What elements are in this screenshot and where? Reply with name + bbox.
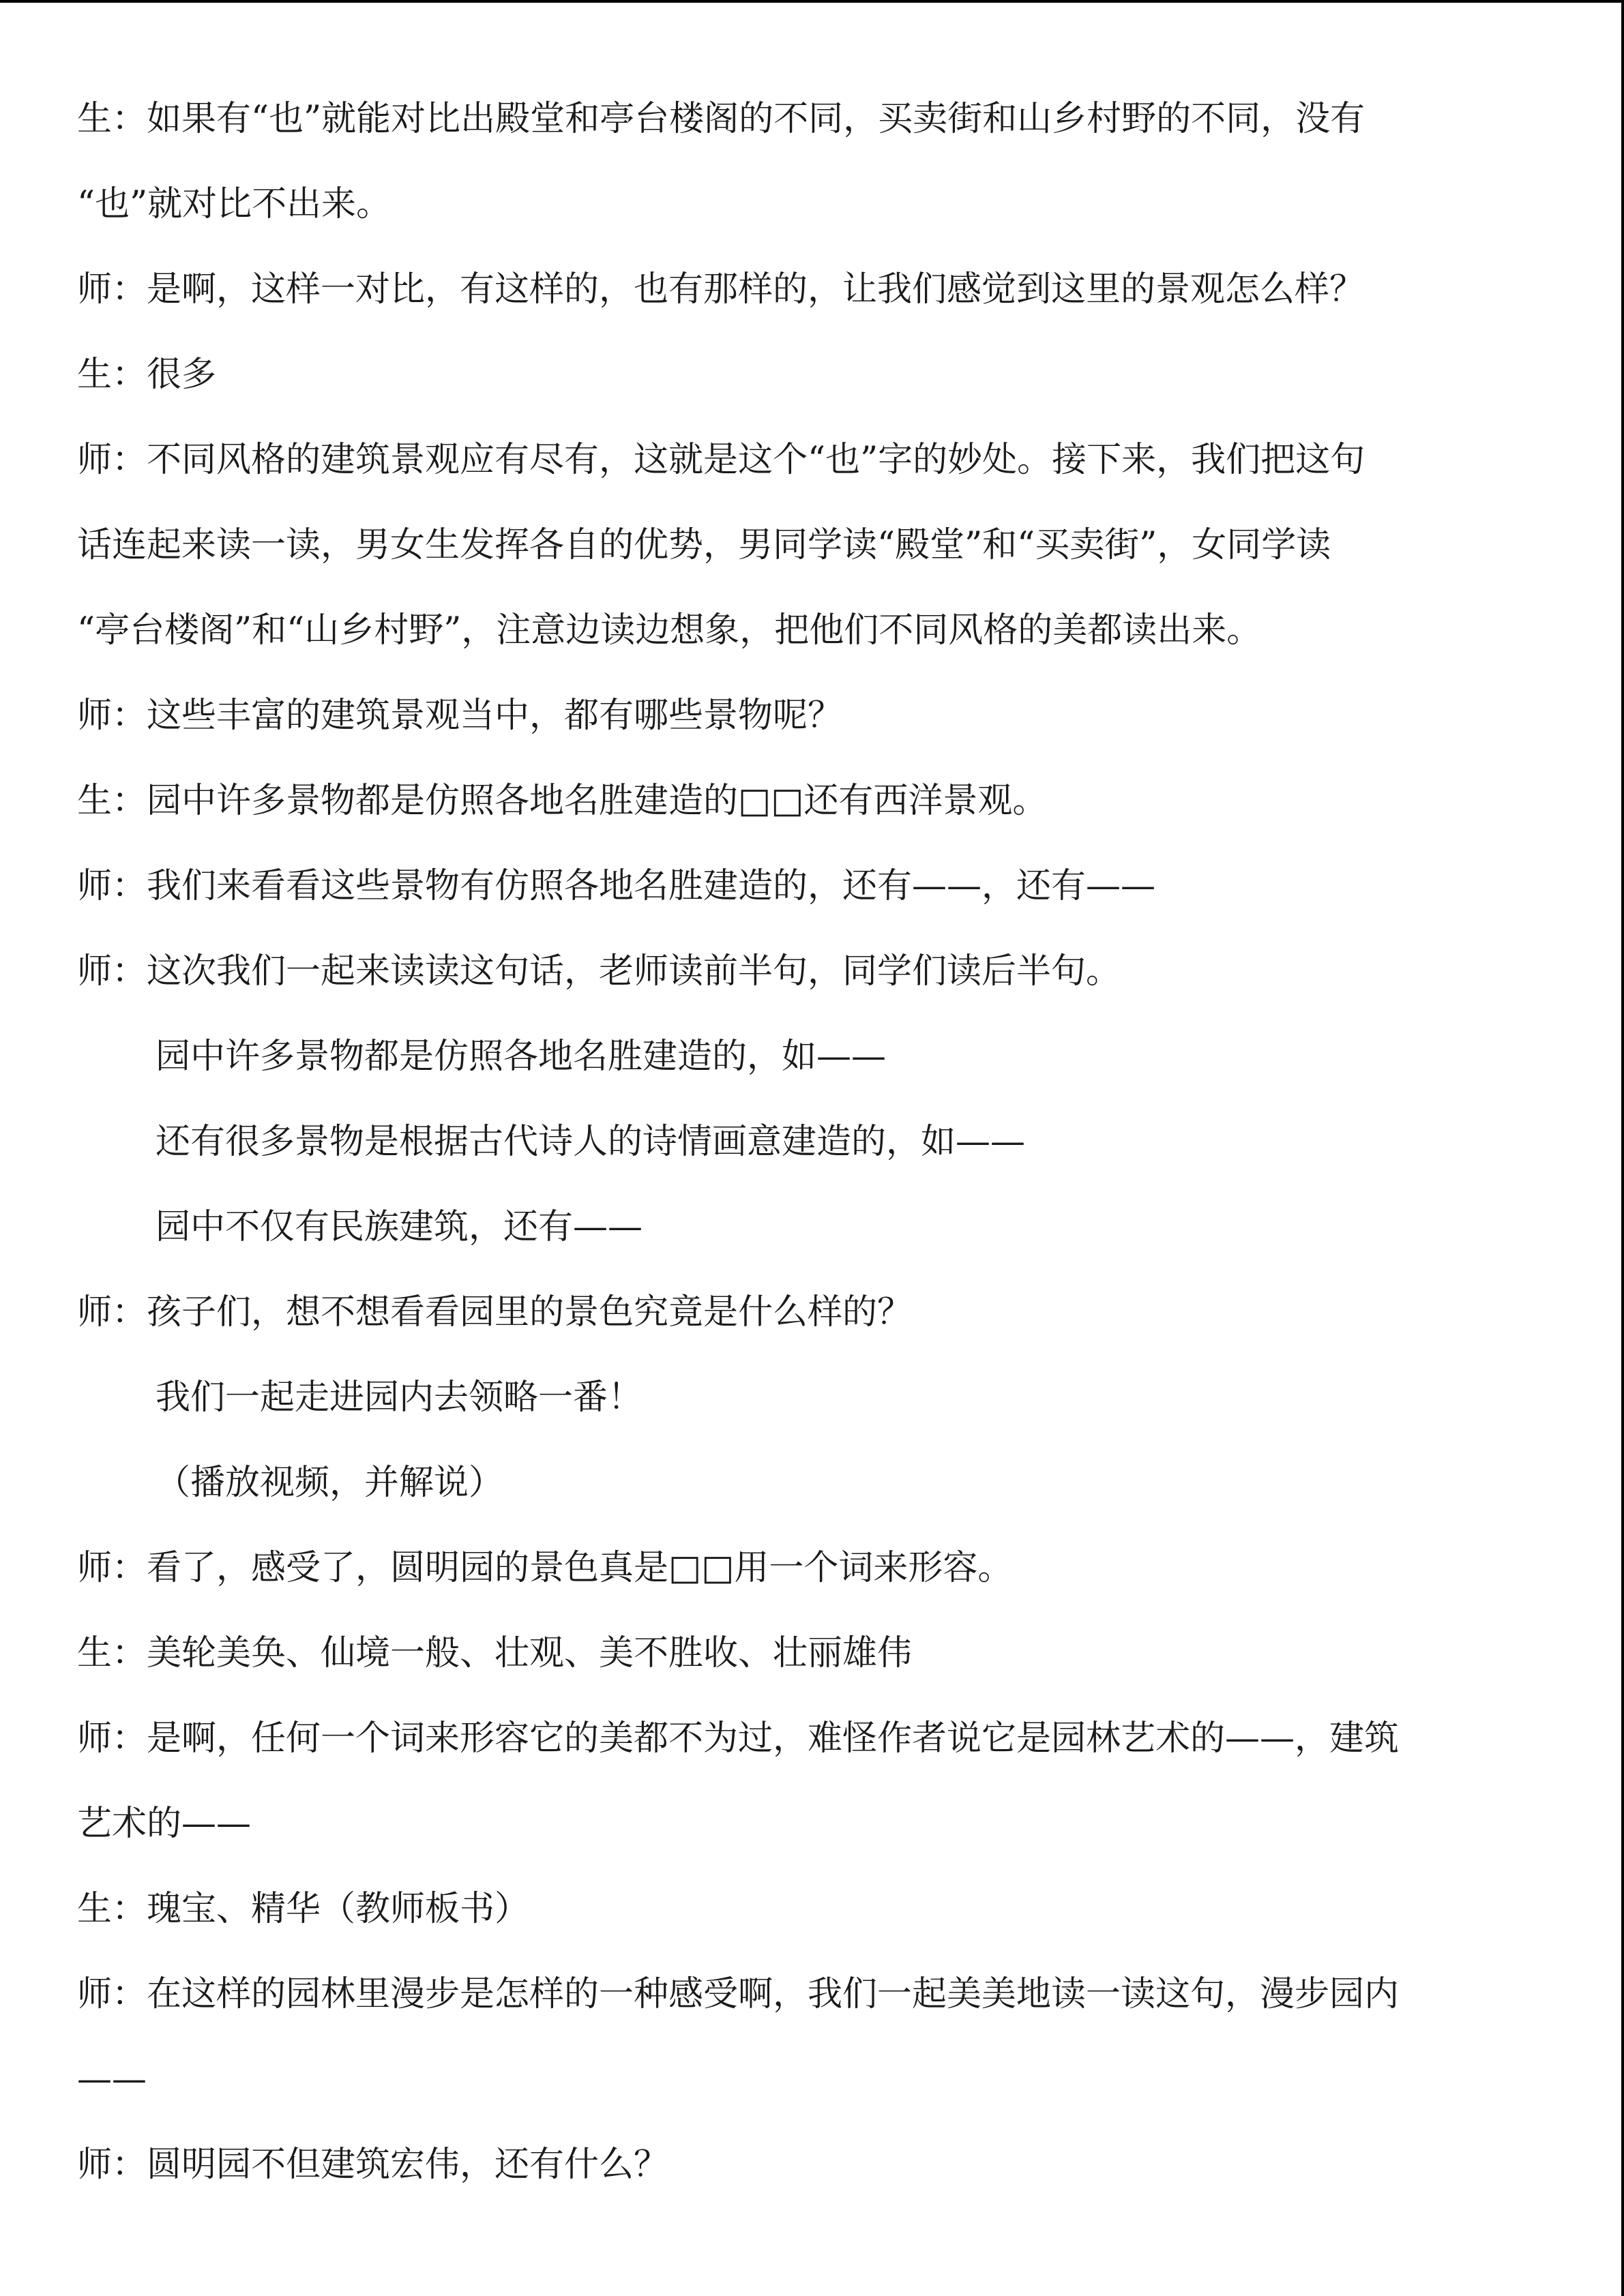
text-line: 师：这次我们一起来读读这句话，老师读前半句，同学们读后半句。 xyxy=(77,951,1121,992)
text-line: 师：不同风格的建筑景观应有尽有，这就是这个“也”字的妙处。接下来，我们把这句 xyxy=(77,440,1365,480)
text-line: 师：我们来看看这些景物有仿照各地名胜建造的，还有——，还有—— xyxy=(77,866,1156,906)
text-line: 园中许多景物都是仿照各地名胜建造的，如—— xyxy=(156,1037,887,1077)
text-line: 师：孩子们，想不想看看园里的景色究竟是什么样的？ xyxy=(77,1292,913,1332)
text-line: （播放视频，并解说） xyxy=(156,1463,504,1503)
text-line: 园中不仅有民族建筑，还有—— xyxy=(156,1207,643,1247)
text-line: 师：圆明园不但建筑宏伟，还有什么？ xyxy=(77,2145,669,2185)
text-line: 师：在这样的园林里漫步是怎样的一种感受啊，我们一起美美地读一读这句，漫步园内 xyxy=(77,1974,1400,2014)
text-line: 生：瑰宝、精华（教师板书） xyxy=(77,1889,530,1929)
text-line: 师：是啊，这样一对比，有这样的，也有那样的，让我们感觉到这里的景观怎么样？ xyxy=(77,269,1365,310)
text-line: 生：美轮美奂、仙境一般、壮观、美不胜收、壮丽雄伟 xyxy=(77,1633,913,1673)
text-line: 师：是啊，任何一个词来形容它的美都不为过，难怪作者说它是园林艺术的——，建筑 xyxy=(77,1718,1400,1759)
text-line: 生：园中许多景物都是仿照各地名胜建造的□□还有西洋景观。 xyxy=(77,781,1048,821)
text-line: “亭台楼阁”和“山乡村野”，注意边读边想象，把他们不同风格的美都读出来。 xyxy=(77,610,1262,651)
text-line: 还有很多景物是根据古代诗人的诗情画意建造的，如—— xyxy=(156,1122,1026,1162)
text-line: 艺术的—— xyxy=(77,1804,252,1844)
text-line: 话连起来读一读，男女生发挥各自的优势，男同学读“殿堂”和“买卖街”，女同学读 xyxy=(77,525,1331,565)
text-line: —— xyxy=(77,2059,147,2100)
text-line: 我们一起走进园内去领略一番！ xyxy=(156,1377,643,1418)
text-line: “也”就对比不出来。 xyxy=(77,184,392,224)
text-line: 师：看了，感受了，圆明园的景色真是□□用一个词来形容。 xyxy=(77,1548,1013,1588)
text-line: 师：这些丰富的建筑景观当中，都有哪些景物呢？ xyxy=(77,696,843,736)
text-line: 生：很多 xyxy=(77,355,217,395)
text-line: 生：如果有“也”就能对比出殿堂和亭台楼阁的不同，买卖街和山乡村野的不同，没有 xyxy=(77,99,1365,139)
